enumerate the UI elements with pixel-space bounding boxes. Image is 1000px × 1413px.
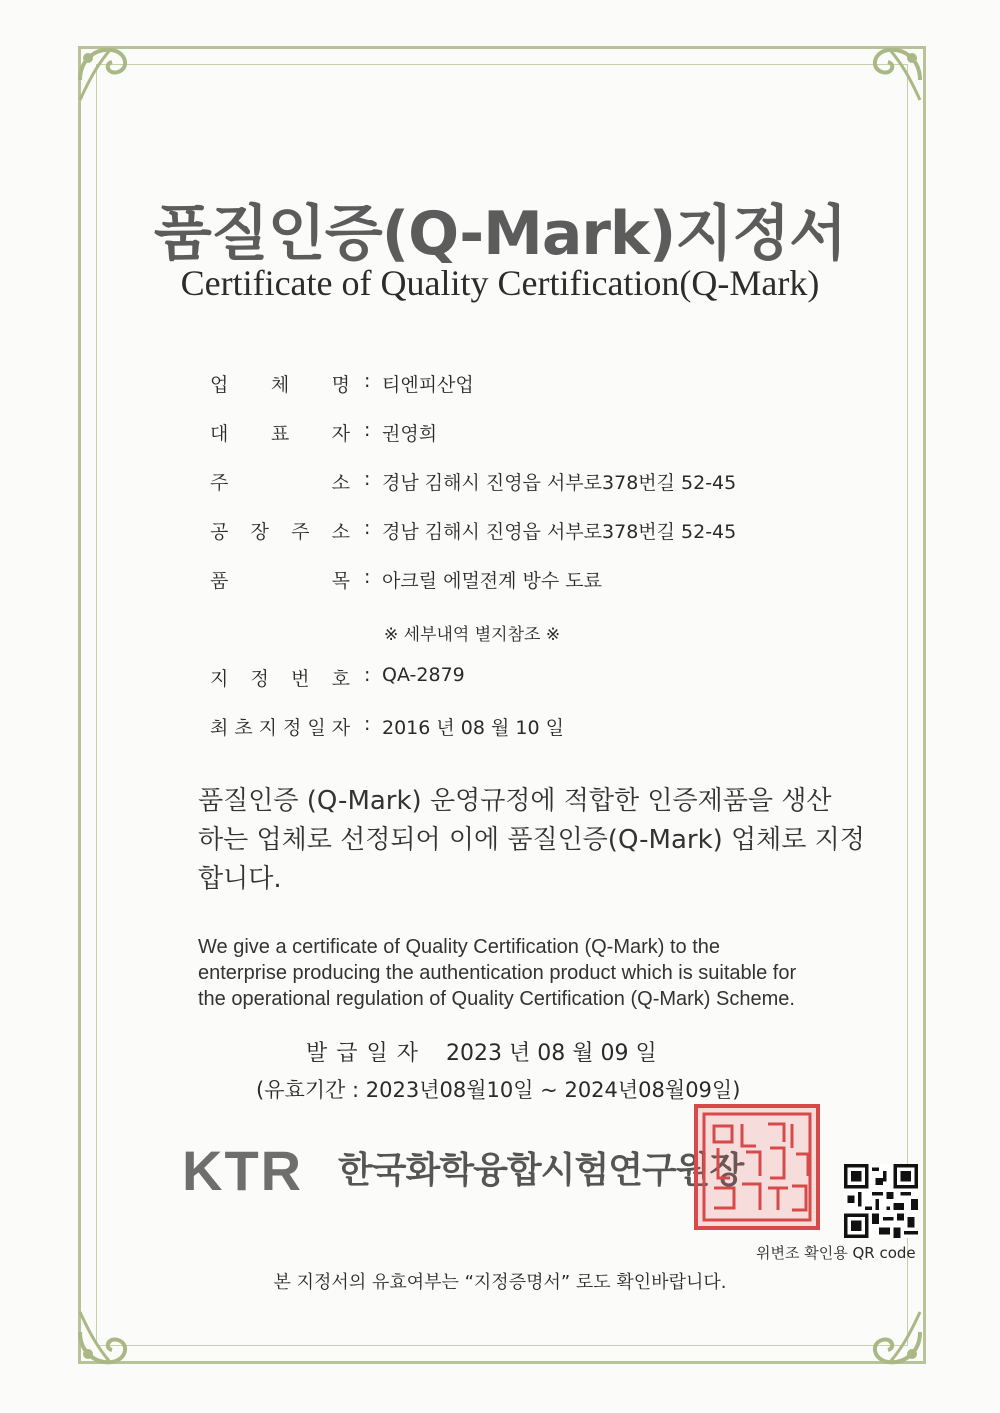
ktr-logo: KTR xyxy=(182,1139,304,1202)
field-label: 최 초 지 정 일 자 xyxy=(210,717,350,739)
corner-ornament xyxy=(850,1292,930,1372)
designation-number-row: 지 정 번 호 : QA-2879 xyxy=(210,664,465,690)
field-label: 주 소 xyxy=(210,472,350,494)
field-label: 대 표 자 xyxy=(210,423,350,445)
representative-row: 대 표 자 : 권영희 xyxy=(210,419,438,445)
certificate-title-korean: 품질인증(Q-Mark)지정서 xyxy=(153,199,847,269)
footer-note: 본 지정서의 유효여부는 “지정증명서” 로도 확인바랍니다. xyxy=(273,1272,727,1293)
statement-line: We give a certificate of Quality Certification (Q-Mark) to the xyxy=(198,936,721,958)
issue-date-label: 발급일자 xyxy=(306,1041,428,1066)
statement-korean xyxy=(198,782,865,899)
field-value: 권영희 xyxy=(382,423,438,445)
corner-ornament xyxy=(850,40,930,120)
field-value: 2016 년 08 월 10 일 xyxy=(382,717,564,739)
field-value: QA-2879 xyxy=(382,664,465,686)
statement-line: the operational regulation of Quality Certification (Q-Mark) Scheme. xyxy=(198,988,795,1010)
field-label: 업 체 명 xyxy=(210,374,350,396)
qr-code-label: 위변조 확인용 QR code xyxy=(756,1244,916,1262)
address-row: 주 소 : 경남 김해시 진영읍 서부로378번길 52-45 xyxy=(210,468,737,494)
field-value: 경남 김해시 진영읍 서부로378번길 52-45 xyxy=(382,472,737,494)
factory-address-row: 공 장 주 소 : 경남 김해시 진영읍 서부로378번길 52-45 xyxy=(210,517,737,543)
product-row: 품 목 : 아크릴 에멀젼계 방수 도료 xyxy=(210,566,603,592)
corner-ornament xyxy=(70,1292,150,1372)
field-value: 아크릴 에멀젼계 방수 도료 xyxy=(382,570,603,592)
statement-line: 합니다. xyxy=(198,864,282,894)
certificate-info-list xyxy=(210,370,830,762)
issuer-name: 한국화학융합시험연구원장 xyxy=(338,1150,744,1191)
field-value: 티엔피산업 xyxy=(382,374,474,396)
company-name-row: 업 체 명 : 티엔피산업 xyxy=(210,370,474,396)
first-designation-date-row: 최 초 지 정 일 자 : 2016 년 08 월 10 일 xyxy=(210,713,564,739)
field-label: 품 목 xyxy=(210,570,350,592)
field-label: 지 정 번 호 xyxy=(210,668,350,690)
field-label: 공 장 주 소 xyxy=(210,521,350,543)
official-seal-stamp xyxy=(694,1104,820,1230)
statement-english xyxy=(198,934,848,1012)
issue-date-value: 2023 년 08 월 09 일 xyxy=(446,1041,657,1066)
certificate-title-english: Certificate of Quality Certification(Q-Mark) xyxy=(180,263,820,303)
validity-period: (유효기간 : 2023년08월10일 ~ 2024년08월09일) xyxy=(256,1078,741,1102)
statement-line: enterprise producing the authentication product which is suitable for xyxy=(198,962,797,984)
issue-date xyxy=(306,1036,657,1067)
field-value: 경남 김해시 진영읍 서부로378번길 52-45 xyxy=(382,521,737,543)
statement-line: 품질인증 (Q-Mark) 운영규정에 적합한 인증제품을 생산 xyxy=(198,786,832,816)
statement-line: 하는 업체로 선정되어 이에 품질인증(Q-Mark) 업체로 지정 xyxy=(198,825,865,855)
corner-ornament xyxy=(70,40,150,120)
detail-note: ※ 세부내역 별지참조 ※ xyxy=(384,625,561,645)
qr-code[interactable] xyxy=(844,1164,918,1238)
